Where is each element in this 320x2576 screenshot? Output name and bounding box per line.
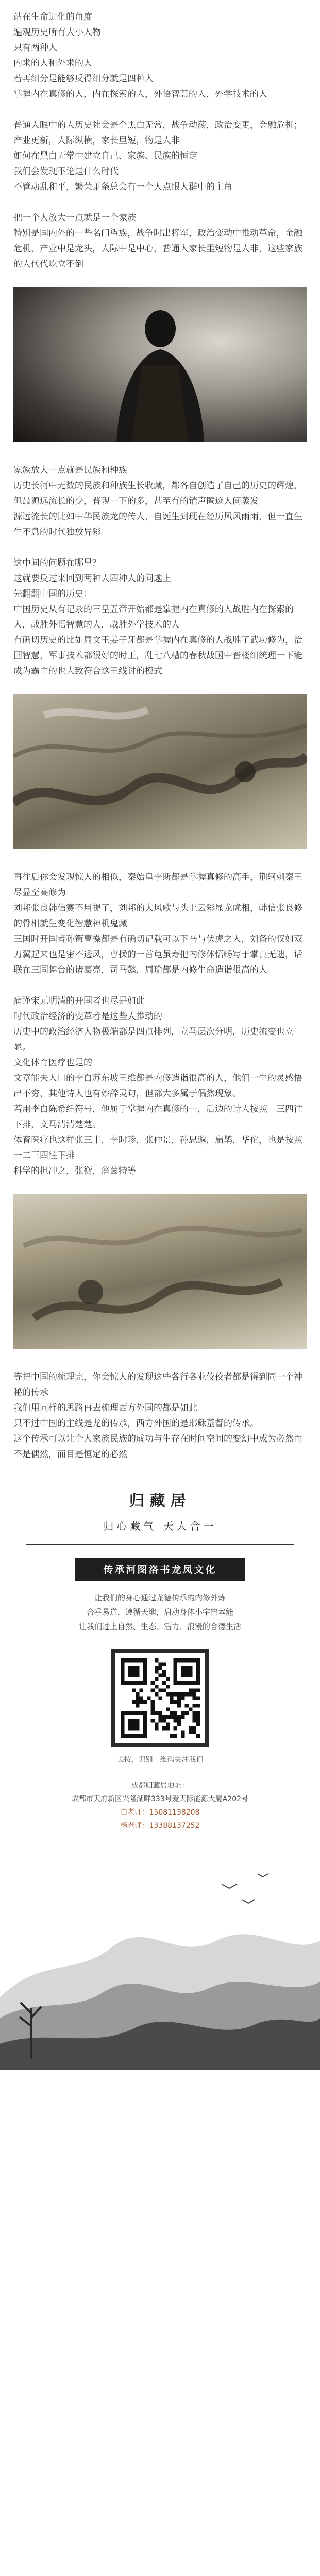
paragraph-line: 文化体育医疗也是的	[13, 1058, 92, 1068]
paragraph-line: 等把中国的梳理完，你会惊人的发现这些各行各业佼佼者都是得到同一个神秘的传承	[13, 1372, 302, 1398]
mountain-icon	[0, 1843, 320, 2070]
paragraph-line: 历史长河中无数的民族和种族生长收藏，都各自创造了自己的历史的辉煌，但最源远流长的少，普现一下的多，甚至有的销声匿迹人间蒸发	[13, 481, 302, 506]
paragraph-6	[13, 870, 307, 978]
paragraph-8	[13, 1369, 307, 1462]
paragraph-line: 特别是国内外的一些名门望族，战争时出将军，政治变动中推动革命，金融危机，产业中是龙头，人际中是中心，普通人家长里短物是人非，这些家族的人代代屹立不倒	[13, 228, 302, 269]
divider	[26, 1544, 294, 1545]
contact-line: 成都归藏居地址：	[131, 1782, 189, 1790]
paragraph-line: 只不过中国的主线是龙的传承，西方外国的是耶稣基督的传承。	[13, 1418, 259, 1429]
paragraph-line: 有确切历史的比如周文王姜子牙都是掌握内在真修的人战胜了武功修为，治国智慧，军事技术都很好的时王，乱七八糟的春秋战国中晋楼细统理一下能成为霸主的也大致符合这王线讨的模式	[13, 635, 302, 676]
dragon-ink-painting	[13, 694, 307, 849]
paragraph-line: 遍观历史所有大小人物	[13, 27, 101, 38]
contact-info	[0, 1779, 320, 1833]
qr-code[interactable]	[111, 1649, 209, 1747]
brand-footer	[0, 1478, 320, 2070]
paragraph-line: 我们会发现不论是什么时代	[13, 166, 119, 177]
paragraph-line: 时代政治经济的变革者是这些人推动的	[13, 1011, 162, 1022]
paragraph-line: 这就要反过来回到两种人四种人的问题上	[13, 573, 171, 584]
monk-silhouette-icon	[13, 287, 307, 442]
paragraph-line: 再往后你会发现惊人的相似，秦始皇李斯都是掌握真修的高手，荆轲刺秦王尽显至高修为	[13, 872, 302, 898]
culture-banner: 传承河图洛书龙凤文化	[75, 1558, 245, 1581]
paragraph-line: 痛谨宋元明清的开国者也尽是如此	[13, 996, 145, 1006]
paragraph-line: 这个传承可以让个人家族民族的成功与生存在时间空间的变幻中成为必然而不是偶然，而目是恒定的必然	[13, 1434, 302, 1460]
paragraph-2	[13, 117, 307, 195]
ink-landscape-illustration	[0, 1843, 320, 2070]
paragraph-line: 历史中的政治经济人物极端都是四点排列，立马层次分明，历史流变也立显。	[13, 1027, 294, 1053]
paragraph-line: 先翻翻中国的历史：	[13, 589, 92, 599]
paragraph-7	[13, 993, 307, 1179]
paragraph-line: 不管动乱和平，繁荣萧条总会有一个人点眼人群中的主角	[13, 182, 232, 192]
paragraph-line: 若用李白陈希纤符号，他属于掌握内在真修的一，后边的诗人按照二三四往下排，文马清清楚楚。	[13, 1104, 302, 1130]
contact-line: 白老师：15081138208	[120, 1808, 200, 1817]
paragraph-line: 内求的人和外求的人	[13, 58, 92, 69]
paragraph-line: 文章能夫人口的李白苏东坡王维都是内修造诣很高的人，他们一生的灵感悟出不穷，其他诗人也有妙辞灵句，但都大多属于偶然现象。	[13, 1073, 302, 1099]
description-line: 让我们的身心通过龙德传承的内修外炼	[94, 1593, 226, 1602]
paragraph-line: 只有两种人	[13, 43, 57, 53]
paragraph-line: 体育医疗也这样张三丰，李时珍，张仲景，孙思邈，扁鹊，华佗，也是按照一二三四往下排	[13, 1135, 302, 1161]
paragraph-3	[13, 210, 307, 272]
paragraph-line: 科学的担冲之，张衡，詹茵特等	[13, 1166, 136, 1176]
monk-photo	[13, 287, 307, 442]
paragraph-4	[13, 463, 307, 540]
paragraph-line: 三国时开国者孙策曹操都是有确切记载可以下马与伏虎之人，刘备的仅如双刀翼起来也是密不透风，曹操的一首龟虽寿把内修体悟畅写于掌真无遗，话联在三国舞台的诸葛亮，司马懿，周瑜都是内修生命造诣很高的人	[13, 934, 302, 975]
paragraph-line: 如何在黑白无常中建立自己、家族、民族的恒定	[13, 151, 197, 161]
description-line: 让我们过上自然、生态、活力、浪漫的合德生活	[78, 1622, 241, 1631]
paragraph-line: 掌握内在真修的人，内在探索的人，外悟智慧的人，外学技术的人	[13, 89, 267, 99]
paragraph-line: 若再细分是能够反得细分就是四种人	[13, 74, 154, 84]
paragraph-line: 把一个人放大一点就是一个家族	[13, 213, 136, 223]
description-line: 合乎易道，遵循天地，启动身体小宇宙本能	[86, 1607, 233, 1617]
paragraph-5	[13, 555, 307, 679]
paragraph-line: 中国历史从有记录的三皇五帝开始都是掌握内在真修的人战胜内在探索的人，战胜外悟智慧的人，战胜外学技术的人	[13, 604, 294, 630]
brand-name: 归藏居	[129, 1492, 191, 1510]
dragon-icon	[13, 694, 307, 849]
paragraph-line: 刘邦张良韩信赛不用提了，刘邦的大风歌与头上云彩显龙虎相，韩信张良修的骨相就生变化智慧神机鬼藏	[13, 903, 302, 929]
paragraph-line: 站在生命进化的角度	[13, 12, 92, 22]
dragon-icon-2	[13, 1194, 307, 1349]
brand-slogan: 归心藏气 天人合一	[103, 1520, 217, 1532]
paragraph-line: 我们用同样的思路再去梳理西方外国的都是如此	[13, 1403, 197, 1413]
paragraph-1	[13, 9, 307, 102]
paragraph-line: 这中间的问题在哪里？	[13, 558, 101, 568]
contact-line: 杨老师：13388137252	[120, 1822, 200, 1830]
paragraph-line: 源远流长的比如中华民族龙的传人，自诞生到现在经历风风雨雨，但一直生生不息的时代独放异彩	[13, 512, 302, 537]
contact-line: 成都市天府新区兴隆湖畔333号爱天际能源大厦A202号	[71, 1795, 249, 1803]
dragon-ink-painting-2	[13, 1194, 307, 1349]
qr-code-icon	[121, 1658, 200, 1738]
brand-description	[0, 1590, 320, 1634]
qr-caption: 长按，识别二维码关注我们	[116, 1756, 204, 1764]
paragraph-line: 家族放大一点就是民族和种族	[13, 465, 127, 476]
paragraph-line: 普通人眼中的人历史社会是个黑白无常，战争动荡，政治变更，金融危机；产业更新，人际纵横，家长里短，物是人非	[13, 120, 302, 146]
